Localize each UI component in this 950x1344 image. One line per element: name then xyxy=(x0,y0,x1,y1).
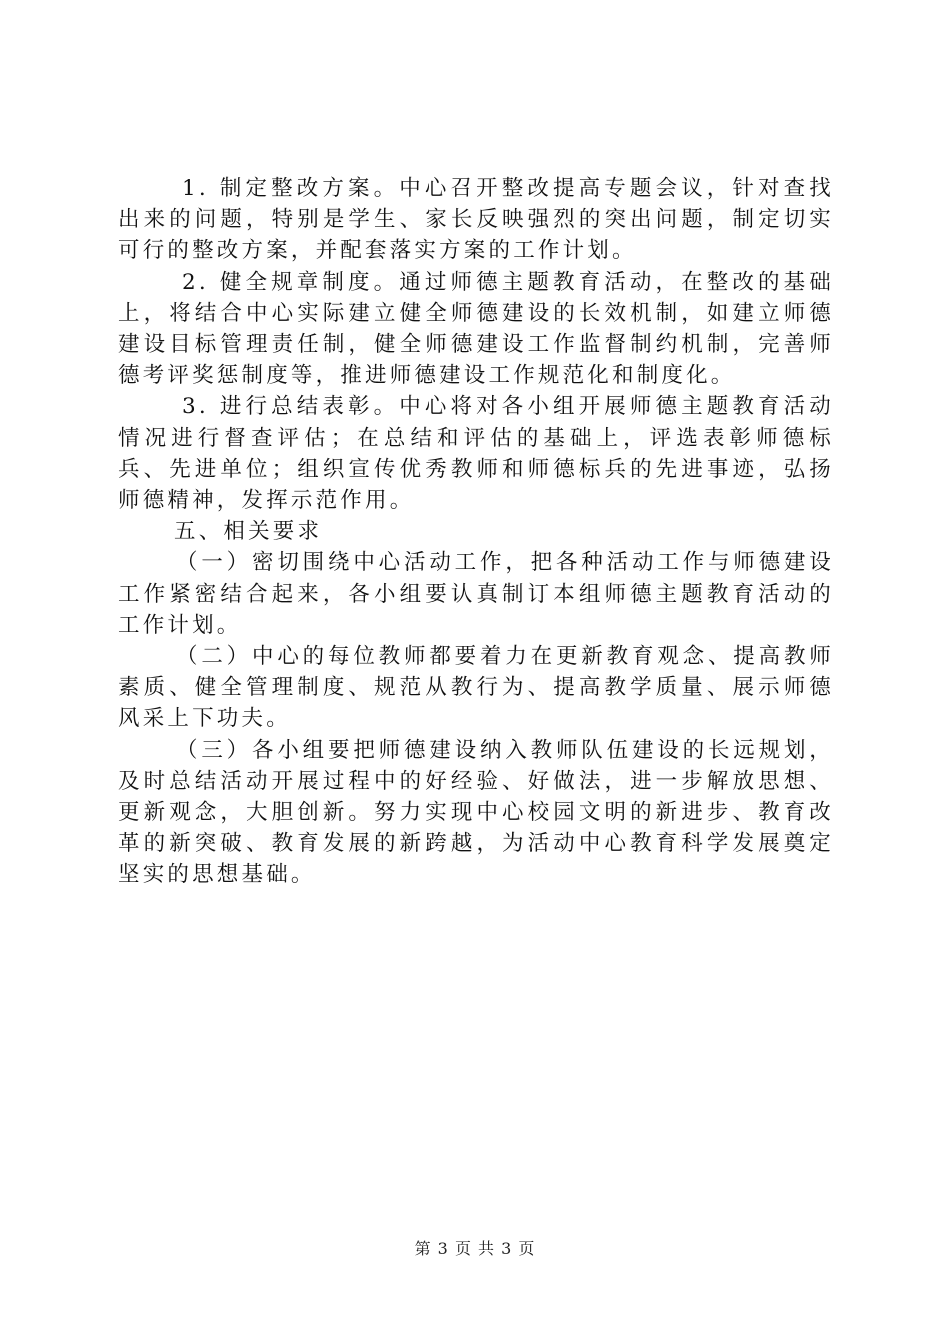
paragraph-requirement-3: （三）各小组要把师德建设纳入教师队伍建设的长远规划，及时总结活动开展过程中的好经验、好做法，进一步解放思想、更新观念，大胆创新。努力实现中心校园文明的新进步、教育改革的新突破、教育发展的新跨越，为活动中心教育科学发展奠定坚实的思想基础。 xyxy=(118,737,834,888)
paragraph-summary-commendation: 3. 进行总结表彰。中心将对各小组开展师德主题教育活动情况进行督查评估；在总结和评估的基础上，评选表彰师德标兵、先进单位；组织宣传优秀教师和师德标兵的先进事迹，弘扬师德精神，发挥示范作用。 xyxy=(118,394,834,514)
paragraph-requirement-1: （一）密切围绕中心活动工作，把各种活动工作与师德建设工作紧密结合起来，各小组要认真制订本组师德主题教育活动的工作计划。 xyxy=(118,550,834,638)
section-heading-requirements: 五、相关要求 xyxy=(174,519,323,545)
document-body xyxy=(118,173,834,891)
paragraph-requirement-2: （二）中心的每位教师都要着力在更新教育观念、提高教师素质、健全管理制度、规范从教行为、提高教学质量、展示师德风采上下功夫。 xyxy=(118,644,834,732)
paragraph-rectification-plan: 1. 制定整改方案。中心召开整改提高专题会议，针对查找出来的问题，特别是学生、家长反映强烈的突出问题，制定切实可行的整改方案，并配套落实方案的工作计划。 xyxy=(118,176,834,264)
page-footer: 第 3 页 共 3 页 xyxy=(414,1239,536,1258)
paragraph-regulations: 2. 健全规章制度。通过师德主题教育活动，在整改的基础上，将结合中心实际建立健全师德建设的长效机制，如建立师德建设目标管理责任制，健全师德建设工作监督制约机制，完善师德考评奖惩制度等，推进师德建设工作规范化和制度化。 xyxy=(118,269,834,389)
